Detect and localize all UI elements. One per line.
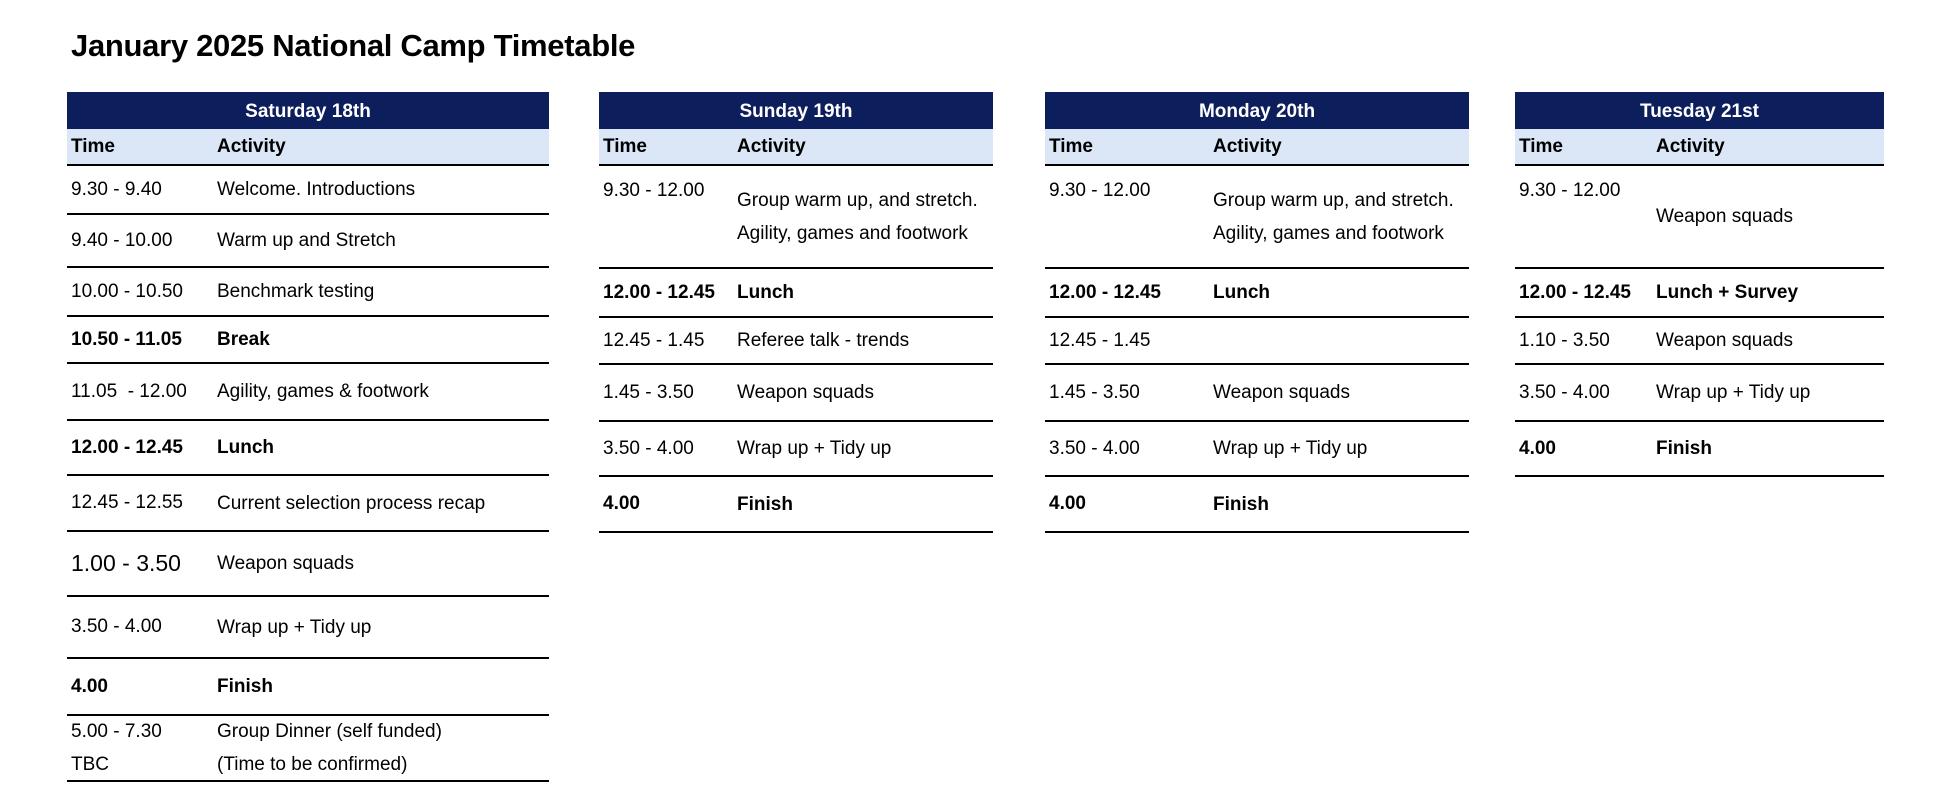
- time-column-header: Time: [1049, 135, 1094, 157]
- table-row: [67, 716, 549, 782]
- activity-cell: Finish: [737, 493, 793, 515]
- table-row: [1045, 477, 1469, 533]
- column-header-row: [67, 129, 549, 166]
- day-table: [599, 92, 993, 533]
- activity-cell: Weapon squads: [1656, 206, 1793, 227]
- activity-cell: Weapon squads: [217, 553, 354, 574]
- activity-cell: Benchmark testing: [217, 281, 375, 302]
- table-row: [67, 421, 549, 476]
- day-header: Sunday 19th: [599, 92, 993, 129]
- activity-cell: Weapon squads: [737, 382, 874, 403]
- activity-cell: Lunch: [1213, 282, 1270, 303]
- day-header: Monday 20th: [1045, 92, 1469, 129]
- time-cell: 9.30 - 12.00: [1519, 180, 1621, 201]
- time-cell: 3.50 - 4.00: [1049, 437, 1140, 459]
- activity-cell: Current selection process recap: [217, 492, 486, 514]
- activity-cell: Warm up and Stretch: [217, 230, 396, 251]
- table-row: [1515, 318, 1884, 365]
- table-row: [1515, 269, 1884, 318]
- activity-column-header: Activity: [1656, 136, 1725, 157]
- time-cell: 3.50 - 4.00: [71, 616, 162, 637]
- page-title: January 2025 National Camp Timetable: [71, 28, 636, 63]
- time-cell: 3.50 - 4.00: [1519, 381, 1610, 403]
- time-column-header: Time: [1519, 135, 1564, 157]
- column-header-row: [1515, 129, 1884, 166]
- table-row: [599, 477, 993, 533]
- time-cell: 1.00 - 3.50: [71, 550, 181, 576]
- time-cell: 9.30 - 9.40: [71, 178, 162, 200]
- activity-cell: Wrap up + Tidy up: [737, 438, 892, 459]
- table-row: [1045, 422, 1469, 477]
- table-row: [67, 317, 549, 364]
- activity-cell: Group warm up, and stretch. Agility, games and footwork: [737, 189, 978, 244]
- table-row: [1045, 166, 1469, 269]
- time-cell: 10.50 - 11.05: [71, 328, 182, 350]
- time-cell: 5.00 - 7.30 TBC: [71, 721, 162, 775]
- table-row: [67, 597, 549, 659]
- time-cell: 12.45 - 1.45: [603, 329, 705, 351]
- table-row: [599, 318, 993, 365]
- time-cell: 9.30 - 12.00: [1049, 180, 1151, 201]
- table-row: [1045, 318, 1469, 365]
- activity-cell: Weapon squads: [1213, 382, 1350, 403]
- day-table: [1515, 92, 1884, 477]
- time-cell: 1.45 - 3.50: [1049, 381, 1140, 403]
- activity-cell: Wrap up + Tidy up: [217, 616, 372, 638]
- time-cell: 4.00: [603, 493, 640, 514]
- activity-column-header: Activity: [217, 136, 286, 157]
- time-cell: 12.45 - 12.55: [71, 492, 183, 513]
- activity-cell: Finish: [1213, 493, 1269, 515]
- table-row: [599, 365, 993, 422]
- table-row: [67, 659, 549, 716]
- table-row: [1515, 365, 1884, 422]
- table-row: [1515, 422, 1884, 477]
- time-cell: 12.00 - 12.45: [1519, 281, 1631, 303]
- activity-cell: Welcome. Introductions: [217, 179, 416, 200]
- day-table: [1045, 92, 1469, 533]
- table-row: [67, 476, 549, 532]
- activity-cell: Lunch: [217, 437, 274, 458]
- time-cell: 4.00: [71, 675, 108, 697]
- activity-cell: Lunch: [737, 282, 794, 303]
- table-row: [67, 364, 549, 421]
- activity-cell: Wrap up + Tidy up: [1213, 438, 1368, 459]
- activity-cell: Referee talk - trends: [737, 330, 910, 351]
- time-cell: 9.30 - 12.00: [603, 180, 705, 201]
- activity-cell: Weapon squads: [1656, 330, 1793, 351]
- table-row: [67, 268, 549, 317]
- column-header-row: [599, 129, 993, 166]
- time-cell: 4.00: [1519, 437, 1556, 459]
- day-header: Tuesday 21st: [1515, 92, 1884, 129]
- time-cell: 3.50 - 4.00: [603, 437, 694, 459]
- column-header-row: [1045, 129, 1469, 166]
- activity-cell: Finish: [217, 676, 273, 697]
- activity-column-header: Activity: [1213, 136, 1282, 157]
- time-cell: 9.40 - 10.00: [71, 229, 173, 251]
- table-row: [599, 166, 993, 269]
- time-cell: 10.00 - 10.50: [71, 280, 183, 302]
- time-cell: 11.05 - 12.00: [71, 380, 187, 402]
- time-cell: 12.00 - 12.45: [1049, 281, 1161, 303]
- activity-cell: Agility, games & footwork: [217, 381, 429, 402]
- time-cell: 12.00 - 12.45: [603, 281, 715, 303]
- day-table: [67, 92, 549, 782]
- activity-cell: Group warm up, and stretch. Agility, games and footwork: [1213, 189, 1454, 244]
- time-cell: 12.45 - 1.45: [1049, 329, 1151, 351]
- time-column-header: Time: [71, 135, 116, 157]
- time-cell: 1.45 - 3.50: [603, 381, 694, 403]
- time-cell: 1.10 - 3.50: [1519, 329, 1610, 351]
- time-column-header: Time: [603, 135, 648, 157]
- table-row: [599, 269, 993, 318]
- activity-column-header: Activity: [737, 136, 806, 157]
- time-cell: 12.00 - 12.45: [71, 436, 183, 458]
- activity-cell: Finish: [1656, 438, 1712, 459]
- activity-cell: Group Dinner (self funded) (Time to be confirmed): [217, 721, 442, 775]
- table-row: [599, 422, 993, 477]
- table-row: [1515, 166, 1884, 269]
- activity-cell: Lunch + Survey: [1656, 282, 1799, 303]
- table-row: [67, 166, 549, 215]
- activity-cell: Break: [217, 329, 270, 350]
- table-row: [67, 532, 549, 597]
- table-row: [1045, 365, 1469, 422]
- table-row: [67, 215, 549, 268]
- time-cell: 4.00: [1049, 493, 1086, 514]
- activity-cell: Wrap up + Tidy up: [1656, 382, 1811, 403]
- table-row: [1045, 269, 1469, 318]
- day-header: Saturday 18th: [67, 92, 549, 129]
